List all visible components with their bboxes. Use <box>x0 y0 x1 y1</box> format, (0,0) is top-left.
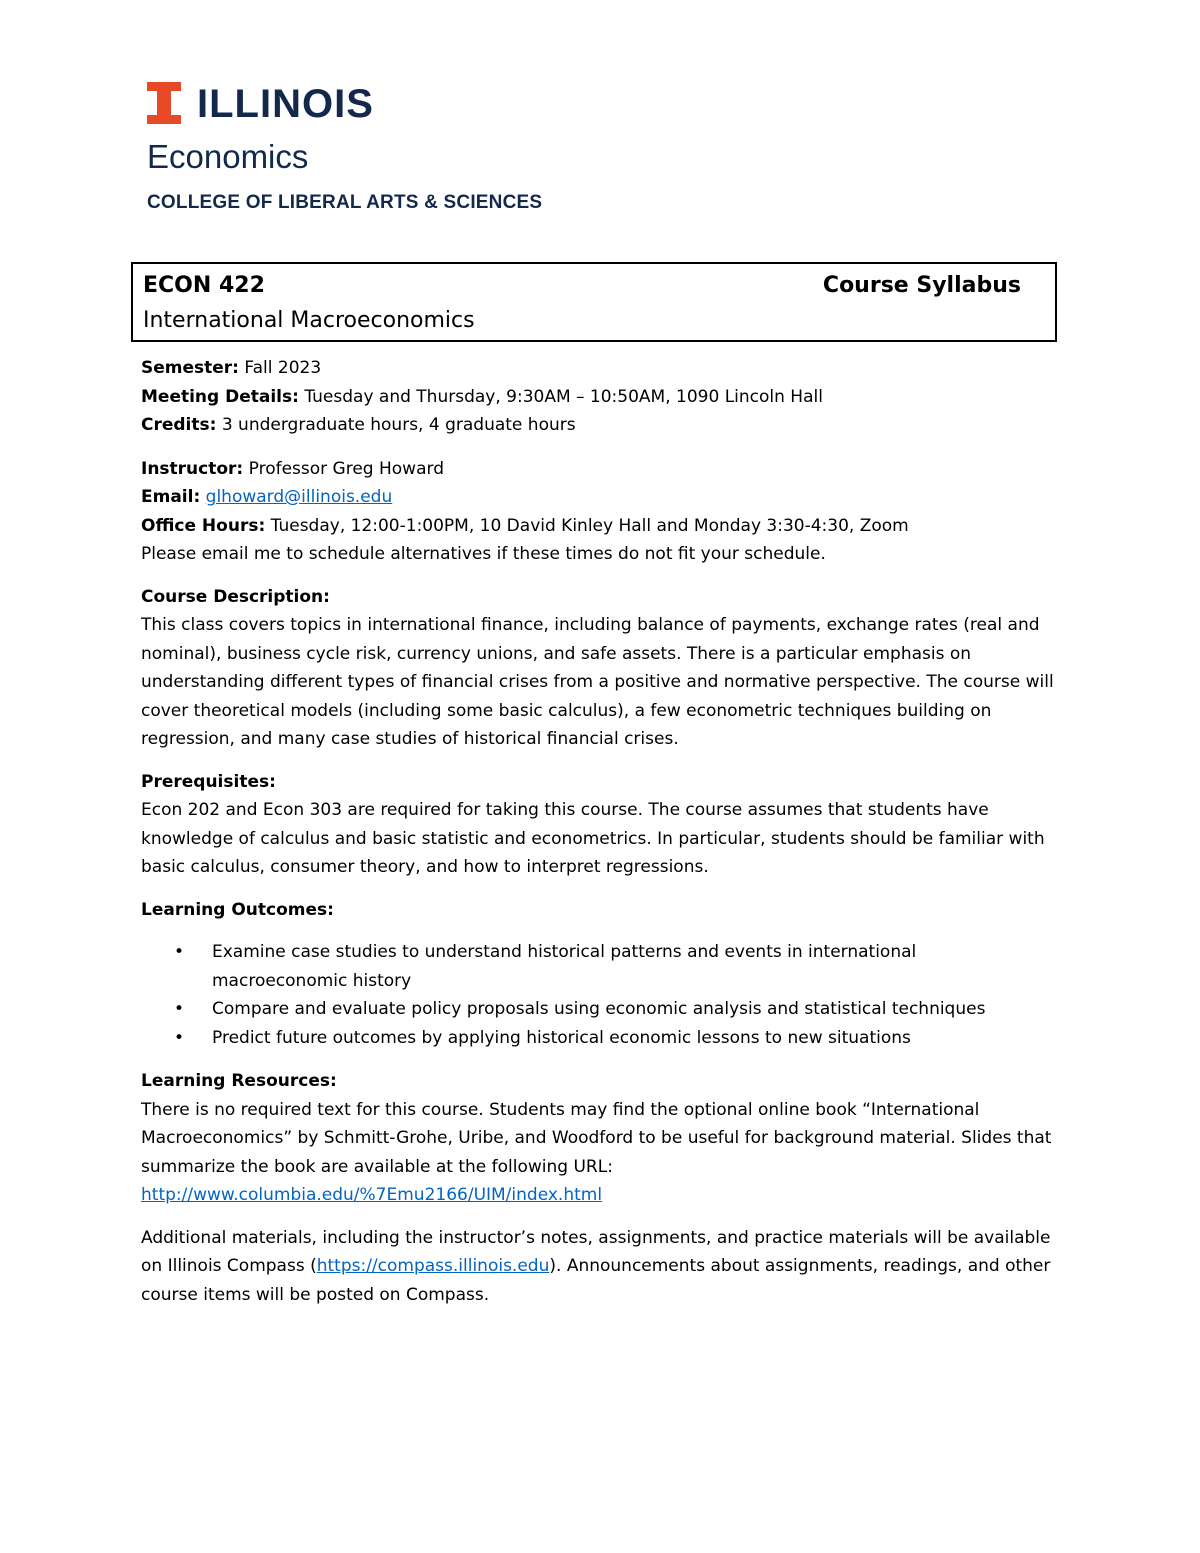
prerequisites-heading: Prerequisites: <box>141 771 276 792</box>
instructor-value: Professor Greg Howard <box>243 458 444 479</box>
bullet-icon: • <box>174 1027 185 1048</box>
learning-outcomes-heading: Learning Outcomes: <box>141 899 334 920</box>
alternatives-note: Please email me to schedule alternatives if these times do not fit your schedule. <box>141 544 826 564</box>
additional-materials-text <box>141 1224 1061 1310</box>
wordmark: ILLINOIS <box>197 82 374 126</box>
document-type: Course Syllabus <box>822 273 1021 298</box>
compass-link[interactable]: https://compass.illinois.edu <box>316 1256 550 1276</box>
list-item <box>141 938 1012 995</box>
college-name: COLLEGE OF LIBERAL ARTS & SCIENCES <box>147 192 543 213</box>
meeting-line <box>141 383 1061 412</box>
list-item <box>141 995 1012 1024</box>
outcome-text: Compare and evaluate policy proposals using economic analysis and statistical techniques <box>212 999 986 1019</box>
resource-url-line <box>141 1181 1061 1210</box>
course-description-heading: Course Description: <box>141 586 330 607</box>
block-i-icon <box>147 82 181 124</box>
instructor-line <box>141 455 1061 484</box>
course-name: International Macroeconomics <box>143 308 475 333</box>
semester-line <box>141 354 1061 383</box>
course-code: ECON 422 <box>143 273 265 298</box>
meeting-label: Meeting Details: <box>141 386 299 407</box>
semester-value: Fall 2023 <box>238 358 322 378</box>
meeting-value: Tuesday and Thursday, 9:30AM – 10:50AM, 1090 Lincoln Hall <box>298 386 823 407</box>
additional-after: ). Announcements about assignments, readings, and other course items will be posted on Compass. <box>141 1256 1051 1305</box>
course-title-box <box>131 262 1057 342</box>
learning-resources-heading: Learning Resources: <box>141 1071 337 1091</box>
email-line <box>141 483 1061 512</box>
outcome-text: Predict future outcomes by applying historical economic lessons to new situations <box>212 1027 911 1048</box>
office-hours-value: Tuesday, 12:00-1:00PM, 10 David Kinley Hall and Monday 3:30-4:30, Zoom <box>265 515 909 536</box>
syllabus-body <box>141 354 1061 1309</box>
textbook-slides-link[interactable]: http://www.columbia.edu/%7Emu2166/UIM/index.html <box>141 1185 603 1205</box>
credits-value: 3 undergraduate hours, 4 graduate hours <box>216 415 576 435</box>
list-item <box>141 1024 1012 1053</box>
learning-outcomes-list <box>141 938 1061 1052</box>
outcome-text: Examine case studies to understand historical patterns and events in international macroeconomic history <box>212 942 917 991</box>
additional-before: Additional materials, including the instructor’s notes, assignments, and practice materials will be available on Illinois Compass ( <box>141 1227 1051 1276</box>
office-hours-line <box>141 512 1061 541</box>
bullet-icon: • <box>174 942 185 962</box>
credits-line <box>141 411 1061 440</box>
credits-label: Credits: <box>141 415 217 435</box>
course-description-text: This class covers topics in international finance, including balance of payments, exchange rates (real and nominal), business cycle risk, currency unions, and safe assets. There is a particular emphasis on understanding different types of financial crises from a positive and normative perspective. The course will cover theoretical models (including some basic calculus), a few econometric techniques building on regression, and many case studies of historical financial crises. <box>141 615 1054 749</box>
illinois-economics-logo <box>147 82 617 222</box>
email-link[interactable]: glhoward@illinois.edu <box>205 487 393 507</box>
semester-label: Semester: <box>141 358 239 378</box>
email-label: Email: <box>141 487 201 507</box>
office-hours-label: Office Hours: <box>141 515 266 536</box>
department-name: Economics <box>147 138 309 175</box>
prerequisites-text: Econ 202 and Econ 303 are required for taking this course. The course assumes that students have knowledge of calculus and basic statistic and econometrics. In particular, students should be familiar with basic calculus, consumer theory, and how to interpret regressions. <box>141 800 1045 877</box>
learning-resources-text: There is no required text for this course. Students may find the optional online book “International Macroeconomics” by Schmitt-Grohe, Uribe, and Woodford to be useful for background material. Slides that summarize the book are available at the following URL: <box>141 1099 1052 1177</box>
bullet-icon: • <box>174 999 185 1019</box>
instructor-label: Instructor: <box>141 458 244 479</box>
